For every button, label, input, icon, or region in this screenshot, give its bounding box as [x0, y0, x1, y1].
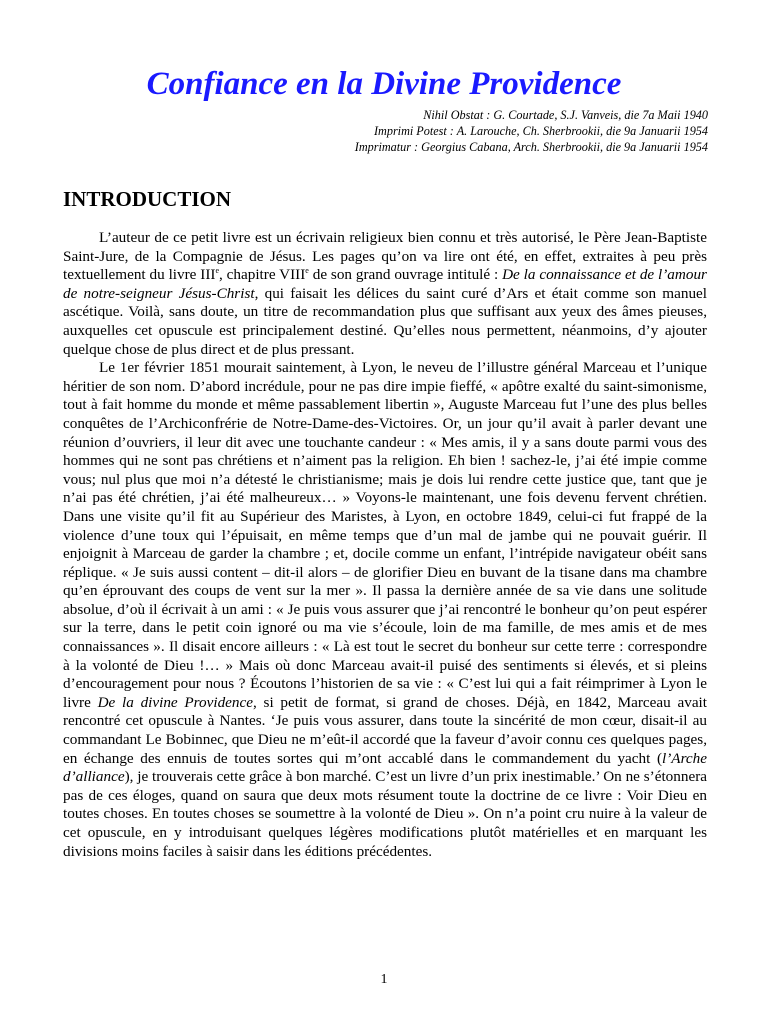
p1-text-a: L’auteur de ce petit livre est un écrivain religieux bien connu et très autorisé, le Père Jean-Baptiste Saint-Jure, de la Compagnie de Jésus. Les pages qu’on va lire ont été, en effet, extraites à peu près textuellement du livre III — [63, 229, 707, 284]
p1-text-d: , qui faisait les délices du saint curé d’Ars et était comme son manuel ascétique. Voilà, sans doute, un titre de recommandation plus que suffisant aux yeux des âmes pieuses, auxquelles cet opuscule est principalement destiné. Qu’elles nous permettent, néanmoins, d’y ajouter quelque chose de plus direct et de plus pressant. — [63, 284, 707, 358]
p2-text-a: Le 1er février 1851 mourait saintement, à Lyon, le neveu de l’illustre général Marceau et l’unique héritier de son nom. D’abord incrédule, pour ne pas dire impie fieffé, « apôtre exalté du saint-simonisme, tout à fait homme du monde et même passablement libertin », Auguste Marceau fut l’une des plus belles conquêtes de l’Archiconfrérie de Notre-Dame-des-Victoires. Or, un jour qu’il avait à parler devant une réunion d’ouvriers, il leur dit avec une touchante candeur : « Mes amis, il y a sans doute parmi vous des hommes qui ne sont pas chrétiens et n’aiment pas la religion. Eh bien ! sachez-le, j’ai été impie comme vous; nul plus que moi n’a détesté le christianisme; mais je dois lui rendre cette justice que, tant que je n’ai pas été chrétien, j’ai été malheureux… » Voyons-le maintenant, une fois devenu fervent chrétien. Dans une visite qu’il fit au Supérieur des Maristes, à Lyon, en octobre 1849, celui-ci fut frappé de la violence d’une toux qui l’épuisait, en même temps que d’un mal de jambe qui ne pouvait guérir. Il enjoignit à Marceau de garder la chambre ; et, docile comme un enfant, l’intrépide navigateur obéit sans réplique. « Je suis aussi content – dit-il alors – de glorifier Dieu en buvant de la tisane dans ma chambre qu’en éprouvant des coups de vent sur la mer ». Il passa la dernière année de sa vie dans une solitude absolue, d’où il écrivait à un ami : « Je puis vous assurer que j’ai rencontré le bonheur qu’on peut espérer sur la terre, dans le petit coin ignoré ou ma vie s’écoule, loin de ma famille, de mes amis et de mes connaissances ». Il disait encore ailleurs : « Là est tout le secret du bonheur sur cette terre : correspondre à la volonté de Dieu !… » Mais où donc Marceau avait-il puisé des sentiments si élevés, et si pleins d’encouragement pour nous ? Écoutons l’historien de sa vie : « C’est lui qui a fait réimprimer à Lyon le livre — [63, 359, 707, 711]
p1-superscript-1: e — [215, 266, 219, 276]
imprimatur-block — [355, 107, 708, 155]
p2-yacht-name: l’Arche d’alliance — [63, 749, 707, 786]
p2-book-title: De la divine Providence — [97, 693, 253, 711]
p1-superscript-2: e — [305, 266, 309, 276]
body-text — [63, 229, 707, 861]
paragraph-2 — [63, 359, 707, 861]
nihil-obstat-line: Nihil Obstat : G. Courtade, S.J. Vanveis, die 7a Maii 1940 — [423, 108, 708, 122]
imprimi-potest-line: Imprimi Potest : A. Larouche, Ch. Sherbrookii, die 9a Januarii 1954 — [373, 124, 708, 138]
p1-book-title: De la connaissance et de l’amour de notre-seigneur Jésus-Christ — [63, 266, 707, 302]
document-title: Confiance en la Divine Providence — [146, 66, 622, 102]
p2-text-b: , si petit de format, si grand de choses. Déjà, en 1842, Marceau avait rencontré cet opuscule à Nantes. ‘Je puis vous assurer, dans toute la sincérité de mon cœur, disait-il au commandant Le Bobinnec, que Dieu ne m’eût-il accordé que la faveur d’avoir connu ces quelques pages, en échange des ennuis de toutes sortes qui m’ont accablé dans le commandement du yacht ( — [63, 693, 707, 767]
p1-text-b: , chapitre VIII — [219, 266, 306, 284]
paragraph-1 — [63, 229, 707, 359]
page-number: 1 — [380, 972, 388, 987]
imprimatur-line: Imprimatur : Georgius Cabana, Arch. Sherbrookii, die 9a Januarii 1954 — [354, 140, 708, 154]
p2-text-c: ), je trouverais cette grâce à bon marché. C’est un livre d’un prix inestimable.’ On ne s’étonnera pas de ces éloges, quand on saura que deux mots résument toute la doctrine de ce livre : Voir Dieu en toutes choses. En toutes choses se soumettre à la volonté de Dieu ». On n’a point cru nuire à la valeur de cet opuscule, en y introduisant quelques légères modifications plutôt matérielles et en marquant les divisions moins faciles à saisir dans les éditions précédentes. — [63, 768, 707, 860]
section-heading: INTRODUCTION — [63, 187, 232, 211]
p1-text-c: de son grand ouvrage intitulé : — [308, 266, 503, 284]
